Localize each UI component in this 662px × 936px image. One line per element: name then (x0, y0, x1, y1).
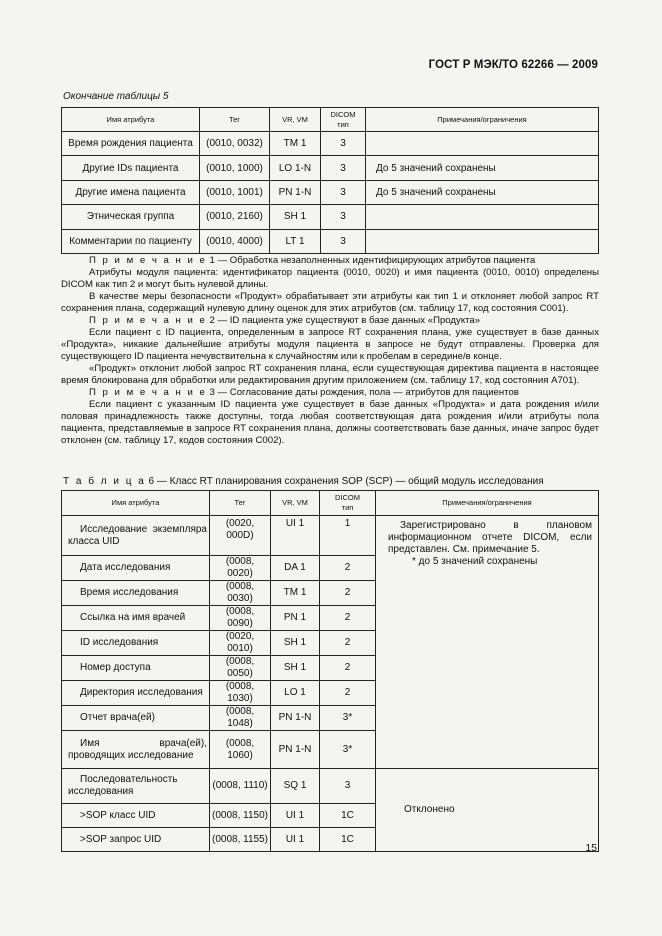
table6-cell: 2 (320, 656, 376, 681)
table5-cell: До 5 значений сохранены (366, 156, 599, 180)
table6-cell: 3* (320, 706, 376, 731)
table5-header-cell: Тег (200, 108, 270, 132)
table5-cell: 3 (321, 180, 366, 204)
table6-cell: (0008, 0020) (210, 556, 271, 581)
table5-cell: PN 1-N (270, 180, 321, 204)
table5-cell: (0010, 4000) (200, 229, 270, 253)
table6-note-text: * до 5 значений сохранены (412, 556, 538, 567)
table6-cell: (0020, 0010) (210, 631, 271, 656)
table6-cell: SH 1 (271, 656, 320, 681)
table5-cell: TM 1 (270, 132, 321, 156)
table6-cell: (0008, 1048) (210, 706, 271, 731)
table5-cell: LT 1 (270, 229, 321, 253)
table6-cell: Имя врача(ей), проводящих исследование (62, 731, 210, 769)
table6-cell: TM 1 (271, 581, 320, 606)
table5-cell (366, 229, 599, 253)
document-header: ГОСТ Р МЭК/ТО 62266 — 2009 (428, 59, 598, 71)
table6-cell: UI 1 (271, 804, 320, 828)
table6-cell: 1 (320, 516, 376, 556)
table5 (61, 107, 599, 254)
table6-cell: (0008, 1060) (210, 731, 271, 769)
note-1-title: П р и м е ч а н и е 1 — Обработка незаполненных идентифицирующих атрибутов пациента (89, 255, 536, 266)
note-1-paragraph: Атрибуты модуля пациента: идентификатор пациента (0010, 0020) и имя пациента (0010, 0010) определены DICOM как тип 2 и могут быть нулевой длины. (61, 267, 599, 290)
table6-header-cell: Имя атрибута (62, 491, 210, 516)
table6-cell: SQ 1 (271, 769, 320, 804)
table6-caption: Т а б л и ц а 6 — Класс RT планирования сохранения SOP (SCP) — общий модуль исследования (63, 476, 544, 487)
table5-cell: (0010, 1000) (200, 156, 270, 180)
table6-cell: 2 (320, 606, 376, 631)
note-3-paragraph: Если пациент с указанным ID пациента уже существует в базе данных «Продукта» и дата рождения и/или половая принадлежность также доступны, тогда любая соответствующая дата рождения и/или атрибуты пола пациента, представляемые в запросе RT сохранения плана, должны соответствовать базе данных, иначе запрос будет отклонен (см. таблицу 17, кодов состояния C002). (61, 399, 599, 446)
table6-cell: (0008, 0030) (210, 581, 271, 606)
note-2-title: П р и м е ч а н и е 2 — ID пациента уже существуют в базе данных «Продукта» (89, 315, 481, 326)
table-row (62, 769, 599, 804)
table6-cell: ID исследования (62, 631, 210, 656)
table6-cell: (0008, 0050) (210, 656, 271, 681)
table5-cell (366, 205, 599, 229)
table6-cell: 2 (320, 581, 376, 606)
table6-cell: Номер доступа (62, 656, 210, 681)
table6-cell: DA 1 (271, 556, 320, 581)
table5-cell: 3 (321, 156, 366, 180)
table6-cell: >SOP класс UID (62, 804, 210, 828)
table5-cell: Комментарии по пациенту (62, 229, 200, 253)
table6-cell: LO 1 (271, 681, 320, 706)
table5-cell: LO 1-N (270, 156, 321, 180)
table5-header-cell: Примечания/ограничения (366, 108, 599, 132)
table6-cell: >SOP запрос UID (62, 828, 210, 852)
table6-cell: 1C (320, 804, 376, 828)
table6-note-text: Отклонено (404, 804, 455, 815)
table6-cell: 2 (320, 631, 376, 656)
table6-cell: (0008, 1030) (210, 681, 271, 706)
table5-header-row (62, 108, 599, 132)
note-2-paragraph: «Продукт» отклонит любой запрос RT сохранения плана, если существующая директива пациента в настоящее время блокирована для обработки или редактирования другим приложением (см. таблицу 17, код состояния A701). (61, 363, 599, 386)
table6-cell: SH 1 (271, 631, 320, 656)
table6-cell: 3* (320, 731, 376, 769)
table6-header-cell: Примечания/ограничения (376, 491, 599, 516)
note-3-title: П р и м е ч а н и е 3 — Согласование даты рождения, пола — атрибутов для пациентов (89, 387, 519, 398)
table5-cell (366, 132, 599, 156)
table5-cell: 3 (321, 229, 366, 253)
table-row (62, 132, 599, 156)
table6-cell: UI 1 (271, 516, 320, 556)
table6-cell: (0008, 1110) (210, 769, 271, 804)
table6-cell: (0008, 1155) (210, 828, 271, 852)
table5-header-cell: VR, VM (270, 108, 321, 132)
table6-cell: PN 1 (271, 606, 320, 631)
table6 (61, 490, 599, 852)
table-row (62, 229, 599, 253)
table-row (62, 180, 599, 204)
table6-cell: Ссылка на имя врачей (62, 606, 210, 631)
table5-cell: Этническая группа (62, 205, 200, 229)
table6-cell: Дата исследования (62, 556, 210, 581)
table5-cell: SH 1 (270, 205, 321, 229)
table6-cell: 2 (320, 556, 376, 581)
table5-header-cell: DICOM тип (321, 108, 366, 132)
table6-header-cell: Тег (210, 491, 271, 516)
table5-cell: Другие IDs пациента (62, 156, 200, 180)
note-2-paragraph: Если пациент с ID пациента, определенным в запросе RT сохранения плана, уже существует в базе данных «Продукта», никакие дальнейшие атрибуты модуля пациента в запросе не будут отправлены. Проверка для существующего ID пациента нечувствительна к случайностям или к пробелам в середине/в конце. (61, 327, 599, 362)
table5-cell: (0010, 2160) (200, 205, 270, 229)
table5-cell: (0010, 0032) (200, 132, 270, 156)
table6-cell: Исследование экземпляра класса UID (62, 516, 210, 556)
page-number: 15 (585, 842, 597, 854)
table6-cell: Последовательность исследования (62, 769, 210, 804)
table5-cell: Время рождения пациента (62, 132, 200, 156)
table-row (62, 156, 599, 180)
table6-cell: Время исследования (62, 581, 210, 606)
table6-cell: 3 (320, 769, 376, 804)
table6-cell: Директория исследования (62, 681, 210, 706)
table5-cell: Другие имена пациента (62, 180, 200, 204)
table5-caption: Окончание таблицы 5 (63, 91, 169, 102)
table5-cell: До 5 значений сохранены (366, 180, 599, 204)
table6-cell: PN 1-N (271, 731, 320, 769)
table5-cell: 3 (321, 205, 366, 229)
table6-note-text: Зарегистрировано в плановом информационном отчете DICOM, если представлен. См. примечание 5. (388, 520, 592, 555)
table6-cell: (0008, 1150) (210, 804, 271, 828)
table6-cell: Отчет врача(ей) (62, 706, 210, 731)
table6-header-row (62, 491, 599, 516)
table-row (62, 205, 599, 229)
table6-cell: 2 (320, 681, 376, 706)
table6-note-cell (376, 769, 599, 852)
table6-cell: (0020, 000D) (210, 516, 271, 556)
notes-block (61, 255, 599, 447)
table6-cell: (0008, 0090) (210, 606, 271, 631)
table6-cell: 1C (320, 828, 376, 852)
table5-cell: 3 (321, 132, 366, 156)
table6-note-cell (376, 516, 599, 769)
table6-cell: PN 1-N (271, 706, 320, 731)
table6-header-cell: DICOM тип (320, 491, 376, 516)
note-1-paragraph: В качестве меры безопасности «Продукт» обрабатывает эти атрибуты как тип 1 и отклоняет любой запрос RT сохранения плана, содержащий нулевую длину оценок для этих атрибутов (см. таблицу 17, код состояния C001). (61, 291, 599, 314)
table6-header-cell: VR, VM (271, 491, 320, 516)
table5-cell: (0010, 1001) (200, 180, 270, 204)
table5-header-cell: Имя атрибута (62, 108, 200, 132)
table-row (62, 516, 599, 556)
table6-cell: UI 1 (271, 828, 320, 852)
